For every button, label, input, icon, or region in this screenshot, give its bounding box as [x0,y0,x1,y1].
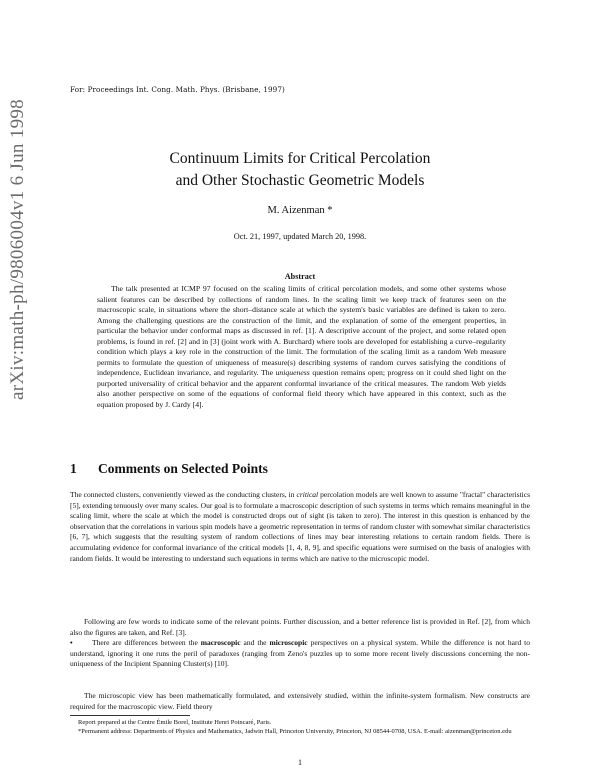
footnote-2: *Permanent address: Departments of Physics and Mathematics, Jadwin Hall, Princeton University, Princeton, NJ 08544-0708, USA. E-mail: aizenman@princeton.edu [78,728,512,735]
abstract-emphasis: uniqueness [275,368,310,377]
abstract-heading: Abstract [284,272,316,281]
footnote-1: Report prepared at the Centre Émile Borel, Institute Henri Poincaré, Paris. [78,719,272,726]
title-line-1: Continuum Limits for Critical Percolation [169,150,431,167]
macroscopic-term: macroscopic [200,638,241,647]
footnote-rule [70,715,190,716]
title-line-2: and Other Stochastic Geometric Models [175,172,425,189]
arxiv-identifier-stamp: arXiv:math-ph/9806004v1 6 Jun 1998 [7,99,28,400]
section-heading [70,461,530,477]
paragraph-1-part-a: The connected clusters, conveniently viewed as the conducting clusters, in [70,490,295,499]
paper-title [60,148,540,192]
abstract-text-part-b: question remains open; progress on it could shed light on the purported universality of critical behavior and the apparent conformal invariance of the critical measures. The random Web yields also another perspective on some of the equations of conformal field theory which have appeared in this context, such as the equation proposed by J. Cardy [4]. [97,368,506,409]
paragraph-4: The microscopic view has been mathematically formulated, and extensively studied, within the infinite-system formalism. New constructs are required for the macroscopic view. Field theory [70,691,530,711]
paragraph-2: Following are few words to indicate some of the relevant points. Further discussion, and a better reference list is provided in Ref. [2], from which also the figures are taken, and Ref. [3]. [70,617,530,637]
date: Oct. 21, 1997, updated March 20, 1998. [233,232,367,241]
microscopic-term: microscopic [269,638,308,647]
paragraph-3-part-d: perspectives on a physical system. While the difference is not hard to understand, ignoring it one runs the peril of paradoxes (ranging from Zeno's puzzles up to some more recent lively discussions concerning the non-uniqueness of the Incipient Spanning Cluster(s) [10]. [70,638,531,669]
paragraph-1-emphasis: critical [296,490,319,499]
paragraph-1-part-b: percolation models are well known to assume "fractal" characteristics [5], extending tenuously over many scales. Our goal is to formulate a macroscopic description of such systems in terms which remains meaningful in the scaling limit, where the scale at which the model is constructed drops out of sight (is taken to zero). The interest in this question is enhanced by the observation that the correlations in various spin models have a geometric representation in terms of random cluster with somewhat similar characteristics [6, 7], which suggests that the resulting system of random collections of lines may bear interesting relations to certain random fields. There is accumulating evidence for conformal invariance of the critical models [1, 4, 8, 9], and specific equations were surmised on the basis of analogies with random fields. It would be interesting to understand such equations in terms which are native to the microscopic model. [70,490,531,563]
section-title: Comments on Selected Points [98,461,268,476]
paragraph-3-part-a: There are differences between the [92,638,198,647]
bullet-marker: • [70,638,73,647]
journal-note: For: Proceedings Int. Cong. Math. Phys. (Brisbane, 1997) [70,85,285,94]
abstract-body [97,284,506,410]
page-number: 1 [298,758,302,767]
paragraph-3-part-c: and the [243,638,267,647]
abstract-text-part-a: The talk presented at ICMP 97 focused on the scaling limits of critical percolation models, and some other systems whose salient features can be described by collections of random lines. In the scaling limit we keep track of features seen on the macroscopic scale, in situations where the short–distance scale at which the system's basic variables are defined is taken to zero. Among the challenging questions are the construction of the limit, and the explanation of some of the emergent properties, in particular the behavior under conformal maps as discussed in ref. [1]. A descriptive account of the project, and some related open problems, is found in ref. [2] and in [3] (joint work with A. Burchard) where tools are developed for establishing a curve–regularity condition which plays a key role in the construction of the limit. The formulation of the scaling limit as a random Web measure permits to formulate the question of uniqueness of measure(s) describing systems of random curves satisfying the conditions of independence, Euclidean invariance, and regularity. The [97,284,506,377]
paragraph-1 [70,490,530,564]
section-number: 1 [70,461,77,476]
author: M. Aizenman * [267,205,333,216]
paragraph-3-bullet [70,638,530,670]
